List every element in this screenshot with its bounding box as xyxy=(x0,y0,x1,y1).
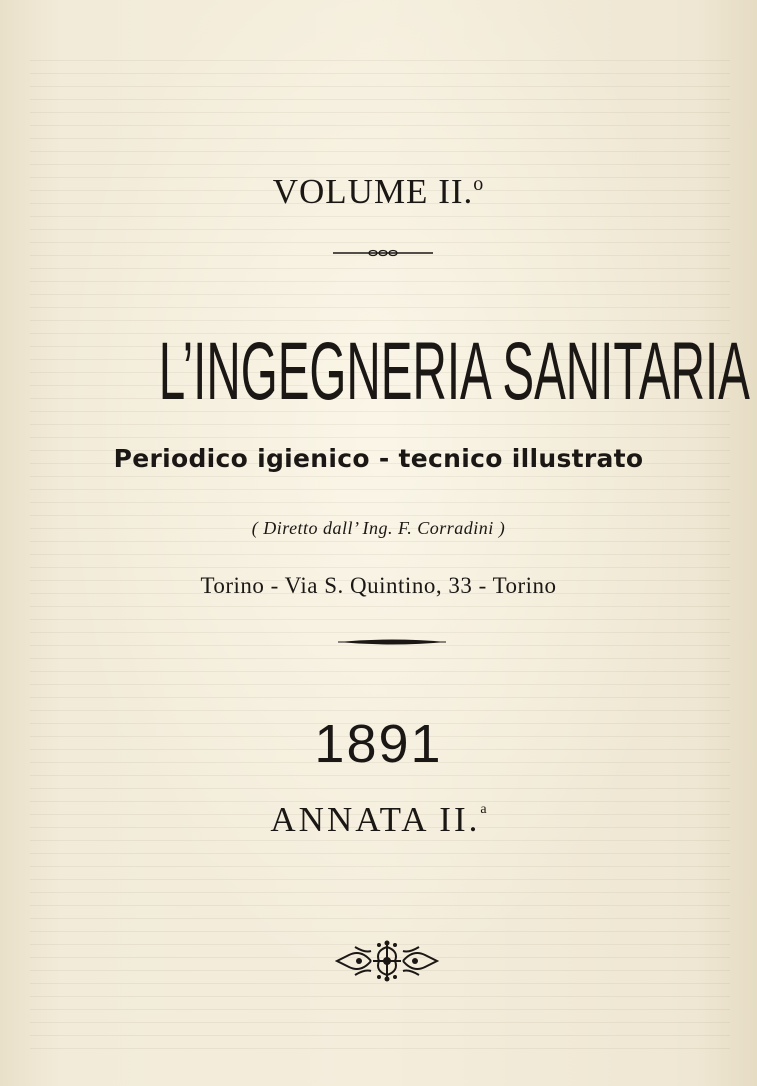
annata-text: ANNATA II. xyxy=(270,800,481,839)
subtitle: Periodico igienico - tecnico illustrato xyxy=(113,444,644,473)
annata-ordinal: a xyxy=(480,802,487,817)
director-line: ( Diretto dall’ Ing. F. Corradini ) xyxy=(251,518,506,538)
bottom-fleuron-ornament xyxy=(335,937,439,985)
volume-ordinal: o xyxy=(473,173,485,195)
volume-text: VOLUME II. xyxy=(272,172,474,211)
volume-label xyxy=(0,172,757,212)
address-line: Torino - Via S. Quintino, 33 - Torino xyxy=(200,573,557,598)
page-title: L’INGEGNERIA SANITARIA xyxy=(158,326,750,417)
annata-label xyxy=(0,800,757,840)
top-divider-ornament xyxy=(333,246,433,260)
middle-divider-ornament xyxy=(338,636,446,648)
year: 1891 xyxy=(314,714,443,774)
